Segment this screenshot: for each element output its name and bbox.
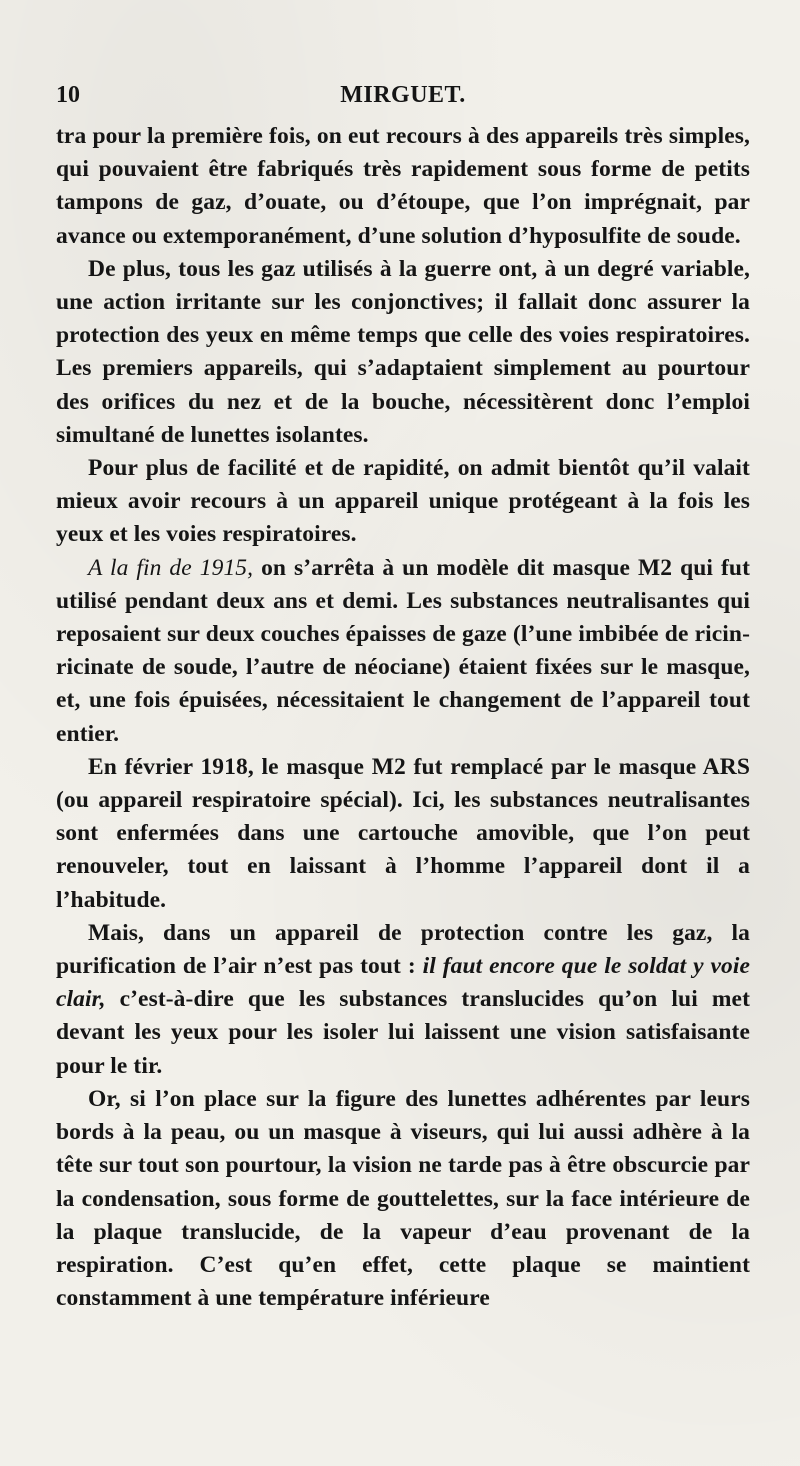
paragraph-condensation: Or, si l’on place sur la figure des lunettes adhérentes par leurs bords à la peau, ou un masque à viseurs, qui lui aussi adhère à la tête sur tout son pourtour, la vision ne tarde pas à être obscurcie par la condensation, sous forme de gouttelettes, sur la face intérieure de la plaque translucide, de la vapeur d’eau provenant de la respiration. C’est qu’en effet, cette plaque se maintient constamment à une température inférieure <box>56 1085 750 1312</box>
paragraph-eye-protection: De plus, tous les gaz utilisés à la guerre ont, à un degré variable, une action irritante sur les conjonctives; il fallait donc assurer la protection des yeux en même temps que celle des voies respiratoires. Les premiers appareils, qui s’adaptaient simplement au pourtour des orifices du nez et de la bouche, nécessitèrent donc l’emploi simultané de lunettes isolantes. <box>56 255 750 448</box>
paragraph-vision-text-before: Mais, dans un appareil de protection contre les gaz, la purification de l’air n’est pas tout : <box>56 919 750 980</box>
italic-date-lead: A la fin de 1915, <box>88 554 254 581</box>
paragraph-unique-apparatus: Pour plus de facilité et de rapidité, on admit bientôt qu’il valait mieux avoir recours à un appareil unique protégeant à la fois les yeux et les voies respiratoires. <box>56 455 750 548</box>
italic-emphasis: il faut encore que le soldat y voie clair, <box>56 953 750 1013</box>
page-number: 10 <box>56 82 80 108</box>
running-title: MIRGUET. <box>340 82 466 108</box>
paragraph-vision-text-after: c’est-à-dire que les substances translucides qu’on lui met devant les yeux pour les isoler lui laissent une vision satisfaisante pour le tir. <box>56 986 750 1079</box>
paragraph-mask-m2 <box>56 552 750 751</box>
running-header <box>56 82 750 112</box>
paragraph-vision <box>56 917 750 1083</box>
paragraph-mask-ars: En février 1918, le masque M2 fut remplacé par le masque ARS (ou appareil respiratoire spécial). Ici, les substances neutralisantes sont enfermées dans une cartouche amovible, que l’on peut renouveler, tout en laissant à l’homme l’appareil dont il a l’habitude. <box>56 753 750 913</box>
body-text <box>56 120 750 1315</box>
paragraph-mask-m2-text: on s’arrêta à un modèle dit masque M2 qui fut utilisé pendant deux ans et demi. Les substances neutralisantes qui reposaient sur deux couches épaisses de gaze (l’une imbibée de ricin-ricinate de soude, l’autre de néociane) étaient fixées sur le masque, et, une fois épuisées, nécessitaient le changement de l’appareil tout entier. <box>56 554 750 747</box>
paragraph-continuation: tra pour la première fois, on eut recours à des appareils très simples, qui pouvaient être fabriqués très rapidement sous forme de petits tampons de gaz, d’ouate, ou d’étoupe, que l’on imprégnait, par avance ou extemporanément, d’une solution d’hyposulfite de soude. <box>56 123 750 249</box>
